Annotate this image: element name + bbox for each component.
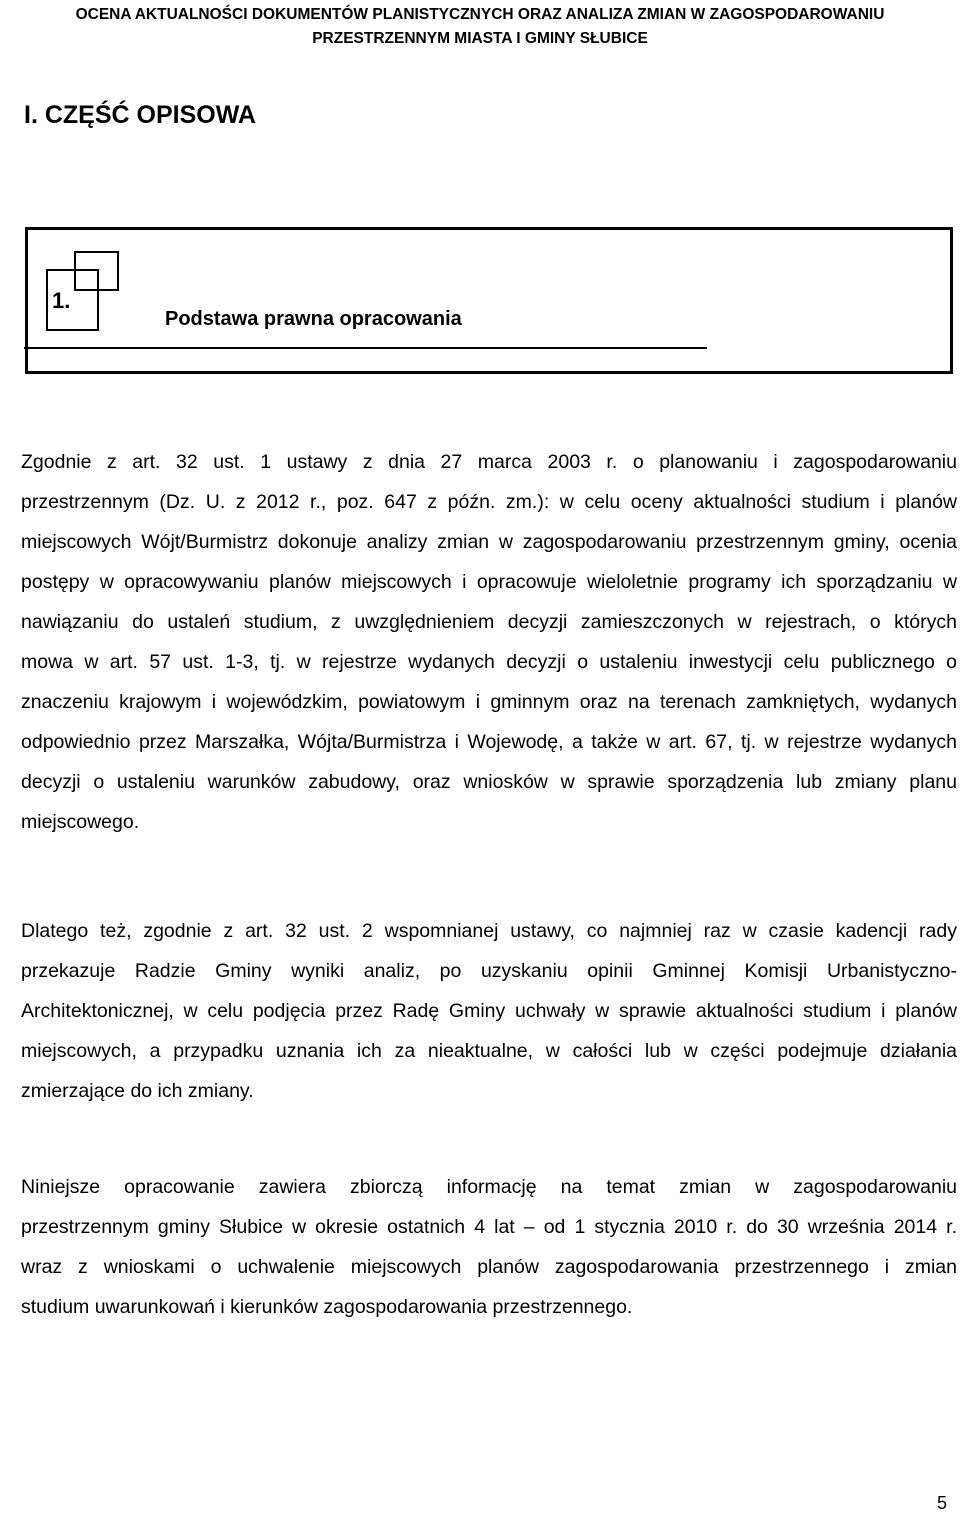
paragraph-line: przekazuje Radzie Gminy wyniki analiz, po uzyskaniu opinii Gminnej Komisji Urbanistyczno- (21, 960, 957, 982)
paragraph-line: znaczeniu krajowym i wojewódzkim, powiatowym i gminnym oraz na terenach zamkniętych, wydanych (21, 691, 957, 713)
paragraph-line: zmierzające do ich zmiany. (21, 1080, 254, 1102)
paragraph-line: odpowiednio przez Marszałka, Wójta/Burmistrza i Wojewodę, a także w art. 67, tj. w rejestrze wydanych (21, 731, 957, 753)
paragraph-line: studium uwarunkowań i kierunków zagospodarowania przestrzennego. (21, 1296, 633, 1318)
paragraph-line: miejscowych, a przypadku uznania ich za nieaktualne, w całości lub w części podejmuje działania (21, 1040, 957, 1062)
paragraph-line: Dlatego też, zgodnie z art. 32 ust. 2 wspomnianej ustawy, co najmniej raz w czasie kadencji rady (21, 920, 957, 942)
paragraph-line: przestrzennym gminy Słubice w okresie ostatnich 4 lat – od 1 stycznia 2010 r. do 30 września 2014 r. (21, 1216, 957, 1238)
paragraph-legal-basis (21, 442, 957, 842)
part-title: I. CZĘŚĆ OPISOWA (24, 101, 256, 129)
section-title: Podstawa prawna opracowania (165, 308, 462, 330)
paragraph-council-report (21, 911, 957, 1111)
page-number: 5 (937, 1493, 948, 1513)
paragraph-scope (21, 1167, 957, 1327)
paragraph-line: przestrzennym (Dz. U. z 2012 r., poz. 647 z późn. zm.): w celu oceny aktualności studium i planów (21, 491, 957, 513)
document-header-line-2: PRZESTRZENNYM MIASTA I GMINY SŁUBICE (312, 30, 648, 47)
section-underline (24, 347, 707, 349)
paragraph-line: postępy w opracowywaniu planów miejscowych i opracowuje wieloletnie programy ich sporządzaniu w (21, 571, 957, 593)
paragraph-line: miejscowych Wójt/Burmistrz dokonuje analizy zmian w zagospodarowaniu przestrzennym gminy, ocenia (21, 531, 957, 553)
paragraph-line: Niniejsze opracowanie zawiera zbiorczą informację na temat zmian w zagospodarowaniu (21, 1176, 957, 1198)
section-heading-box (25, 227, 953, 374)
paragraph-line: Architektonicznej, w celu podjęcia przez Radę Gminy uchwały w sprawie aktualności studium i planów (21, 1000, 957, 1022)
paragraph-line: nawiązaniu do ustaleń studium, z uwzględnieniem decyzji zamieszczonych w rejestrach, o których (21, 611, 957, 633)
paragraph-line: wraz z wnioskami o uchwalenie miejscowych planów zagospodarowania przestrzennego i zmian (21, 1256, 957, 1278)
section-number: 1. (52, 288, 71, 313)
paragraph-line: Zgodnie z art. 32 ust. 1 ustawy z dnia 27 marca 2003 r. o planowaniu i zagospodarowaniu (21, 451, 957, 473)
paragraph-line: mowa w art. 57 ust. 1-3, tj. w rejestrze wydanych decyzji o ustaleniu inwestycji celu publicznego o (21, 651, 957, 673)
paragraph-line: decyzji o ustaleniu warunków zabudowy, oraz wniosków w sprawie sporządzenia lub zmiany planu (21, 771, 957, 793)
paragraph-line: miejscowego. (21, 811, 140, 833)
document-header-line-1: OCENA AKTUALNOŚCI DOKUMENTÓW PLANISTYCZNYCH ORAZ ANALIZA ZMIAN W ZAGOSPODAROWANIU (75, 6, 885, 23)
